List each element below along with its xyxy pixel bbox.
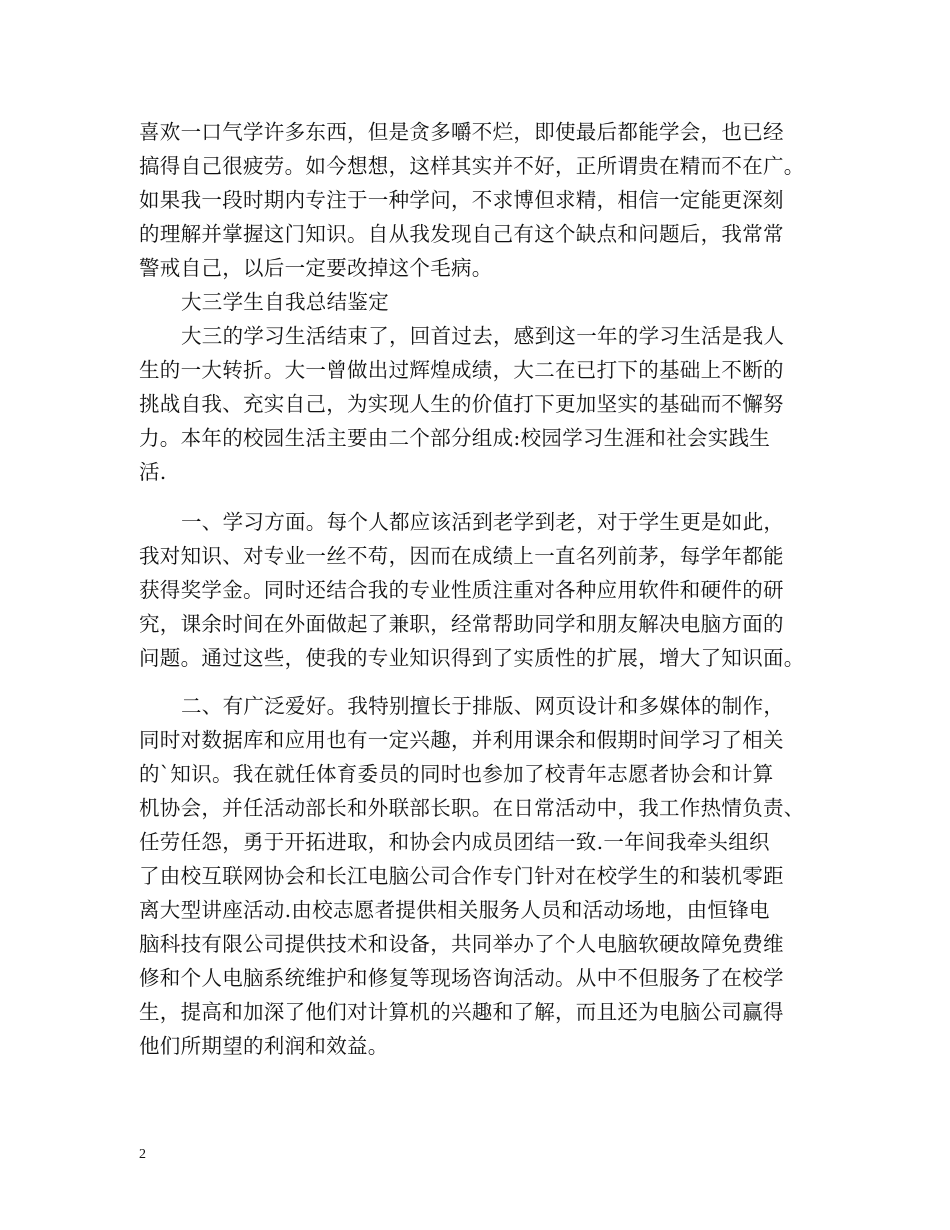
body-text-line: 的理解并掌握这门知识。自从我发现自己有这个缺点和问题后，我常常 (139, 222, 784, 246)
body-text-line: 的`知识。我在就任体育委员的同时也参加了校青年志愿者协会和计算 (139, 762, 774, 786)
section-heading: 大三学生自我总结鉴定 (181, 290, 389, 314)
body-text-line: 喜欢一口气学许多东西，但是贪多嚼不烂，即使最后都能学会，也已经 (139, 120, 784, 144)
body-text-line: 我对知识、对专业一丝不苟，因而在成绩上一直名列前茅，每学年都能 (139, 544, 784, 568)
body-text-line: 一、学习方面。每个人都应该活到老学到老，对于学生更是如此， (181, 510, 785, 534)
body-text-line: 搞得自己很疲劳。如今想想，这样其实并不好，正所谓贵在精而不在广。 (139, 154, 805, 178)
body-text-line: 修和个人电脑系统维护和修复等现场咨询活动。从中不但服务了在校学 (139, 966, 784, 990)
body-text-line: 警戒自己，以后一定要改掉这个毛病。 (139, 256, 493, 280)
body-text-line: 离大型讲座活动.由校志愿者提供相关服务人员和活动场地，由恒锋电 (139, 898, 770, 922)
body-text-line: 脑科技有限公司提供技术和设备，共同举办了个人电脑软硬故障免费维 (139, 932, 784, 956)
body-text-line: 大三的学习生活结束了，回首过去，感到这一年的学习生活是我人 (181, 324, 785, 348)
body-text-line: 获得奖学金。同时还结合我的专业性质注重对各种应用软件和硬件的研 (139, 578, 784, 602)
body-text-line: 他们所期望的利润和效益。 (139, 1034, 389, 1058)
body-text-line: 挑战自我、充实自己，为实现人生的价值打下更加坚实的基础而不懈努 (139, 392, 784, 416)
body-text-line: 二、有广泛爱好。我特别擅长于排版、网页设计和多媒体的制作， (181, 694, 785, 718)
body-text-line: 力。本年的校园生活主要由二个部分组成:校园学习生涯和社会实践生 (139, 426, 771, 450)
body-text-line: 同时对数据库和应用也有一定兴趣，并利用课余和假期时间学习了相关 (139, 728, 784, 752)
body-text-line: 任劳任怨，勇于开拓进取，和协会内成员团结一致.一年间我牵头组织 (139, 830, 770, 854)
body-text-line: 如果我一段时期内专注于一种学问，不求博但求精，相信一定能更深刻 (139, 188, 784, 212)
body-text-line: 了由校互联网协会和长江电脑公司合作专门针对在校学生的和装机零距 (139, 864, 784, 888)
body-text-line: 问题。通过这些，使我的专业知识得到了实质性的扩展，增大了知识面。 (139, 646, 805, 670)
body-text-line: 活. (139, 460, 167, 484)
body-text-line: 生的一大转折。大一曾做出过辉煌成绩，大二在已打下的基础上不断的 (139, 358, 784, 382)
body-text-line: 生，提高和加深了他们对计算机的兴趣和了解，而且还为电脑公司赢得 (139, 1000, 784, 1024)
page-number: 2 (139, 1147, 146, 1162)
body-text-line: 究，课余时间在外面做起了兼职，经常帮助同学和朋友解决电脑方面的 (139, 612, 784, 636)
body-text-line: 机协会，并任活动部长和外联部长职。在日常活动中，我工作热情负责、 (139, 796, 805, 820)
